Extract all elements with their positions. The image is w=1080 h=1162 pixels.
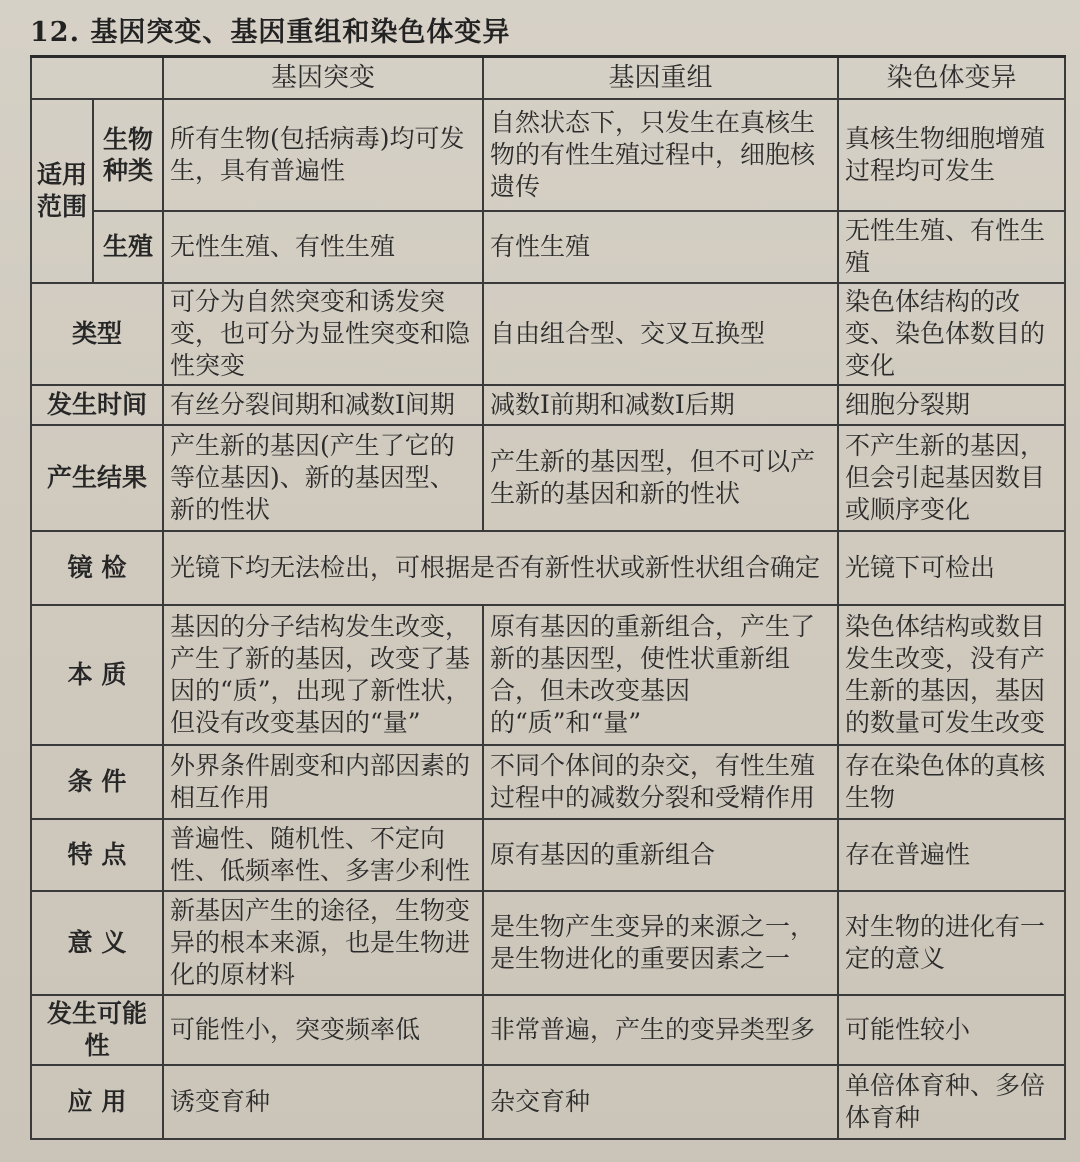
col-header-chromosome: 染色体变异 — [838, 57, 1065, 99]
table-row — [31, 745, 1065, 819]
subrow-header-species: 生物种类 — [93, 99, 163, 211]
table-cell: 所有生物(包括病毒)均可发生，具有普遍性 — [163, 99, 483, 211]
table-cell: 有丝分裂间期和减数Ⅰ间期 — [163, 385, 483, 425]
row-header-type: 类型 — [31, 283, 163, 385]
table-cell: 产生新的基因型，但不可以产生新的基因和新的性状 — [483, 425, 838, 531]
table-row — [31, 819, 1065, 891]
table-cell: 单倍体育种、多倍体育种 — [838, 1065, 1065, 1139]
table-cell: 新基因产生的途径，生物变异的根本来源，也是生物进化的原材料 — [163, 891, 483, 995]
table-cell: 杂交育种 — [483, 1065, 838, 1139]
table-row — [31, 531, 1065, 605]
table-row — [31, 995, 1065, 1065]
table-cell: 可能性较小 — [838, 995, 1065, 1065]
row-header-condition: 条 件 — [31, 745, 163, 819]
row-header-time: 发生时间 — [31, 385, 163, 425]
row-header-application: 应 用 — [31, 1065, 163, 1139]
table-cell: 不产生新的基因，但会引起基因数目或顺序变化 — [838, 425, 1065, 531]
table-cell: 存在染色体的真核生物 — [838, 745, 1065, 819]
table-cell: 存在普遍性 — [838, 819, 1065, 891]
section-title: 12. 基因突变、基因重组和染色体变异 — [30, 17, 511, 48]
corner-cell — [31, 57, 163, 99]
table-cell: 细胞分裂期 — [838, 385, 1065, 425]
table-cell: 外界条件剧变和内部因素的相互作用 — [163, 745, 483, 819]
table-row — [31, 425, 1065, 531]
row-header-feature: 特 点 — [31, 819, 163, 891]
table-cell: 原有基因的重新组合，产生了新的基因型，使性状重新组合，但未改变基因的“质”和“量” — [483, 605, 838, 745]
row-header-essence: 本 质 — [31, 605, 163, 745]
table-cell: 无性生殖、有性生殖 — [163, 211, 483, 283]
table-cell: 基因的分子结构发生改变，产生了新的基因，改变了基因的“质”，出现了新性状，但没有改变基因的“量” — [163, 605, 483, 745]
table-row — [31, 605, 1065, 745]
row-header-scope: 适用范围 — [31, 99, 93, 283]
table-cell: 原有基因的重新组合 — [483, 819, 838, 891]
table-cell: 可分为自然突变和诱发突变，也可分为显性突变和隐性突变 — [163, 283, 483, 385]
table-row — [31, 1065, 1065, 1139]
subrow-header-reproduction: 生殖 — [93, 211, 163, 283]
table-cell: 有性生殖 — [483, 211, 838, 283]
table-cell: 可能性小，突变频率低 — [163, 995, 483, 1065]
table-cell: 诱变育种 — [163, 1065, 483, 1139]
col-header-mutation: 基因突变 — [163, 57, 483, 99]
header-row — [31, 57, 1065, 99]
table-cell: 自由组合型、交叉互换型 — [483, 283, 838, 385]
table-cell: 染色体结构的改变、染色体数目的变化 — [838, 283, 1065, 385]
table-row — [31, 283, 1065, 385]
col-header-recombination: 基因重组 — [483, 57, 838, 99]
table-cell: 非常普遍，产生的变异类型多 — [483, 995, 838, 1065]
table-cell: 减数Ⅰ前期和减数Ⅰ后期 — [483, 385, 838, 425]
merged-cell: 光镜下均无法检出，可根据是否有新性状或新性状组合确定 — [163, 531, 838, 605]
row-header-result: 产生结果 — [31, 425, 163, 531]
row-header-significance: 意 义 — [31, 891, 163, 995]
table-row — [31, 891, 1065, 995]
table-cell: 不同个体间的杂交，有性生殖过程中的减数分裂和受精作用 — [483, 745, 838, 819]
table-row — [31, 211, 1065, 283]
row-header-likelihood: 发生可能性 — [31, 995, 163, 1065]
row-header-microscope: 镜 检 — [31, 531, 163, 605]
table-cell: 普遍性、随机性、不定向性、低频率性、多害少利性 — [163, 819, 483, 891]
table-cell: 对生物的进化有一定的意义 — [838, 891, 1065, 995]
table-cell: 光镜下可检出 — [838, 531, 1065, 605]
table-row — [31, 385, 1065, 425]
table-row — [31, 99, 1065, 211]
table-cell: 染色体结构或数目发生改变，没有产生新的基因，基因的数量可发生改变 — [838, 605, 1065, 745]
table-cell: 无性生殖、有性生殖 — [838, 211, 1065, 283]
table-cell: 真核生物细胞增殖过程均可发生 — [838, 99, 1065, 211]
variation-comparison-table — [30, 55, 1066, 1140]
table-cell: 产生新的基因(产生了它的等位基因)、新的基因型、新的性状 — [163, 425, 483, 531]
table-cell: 是生物产生变异的来源之一，是生物进化的重要因素之一 — [483, 891, 838, 995]
table-cell: 自然状态下，只发生在真核生物的有性生殖过程中，细胞核遗传 — [483, 99, 838, 211]
